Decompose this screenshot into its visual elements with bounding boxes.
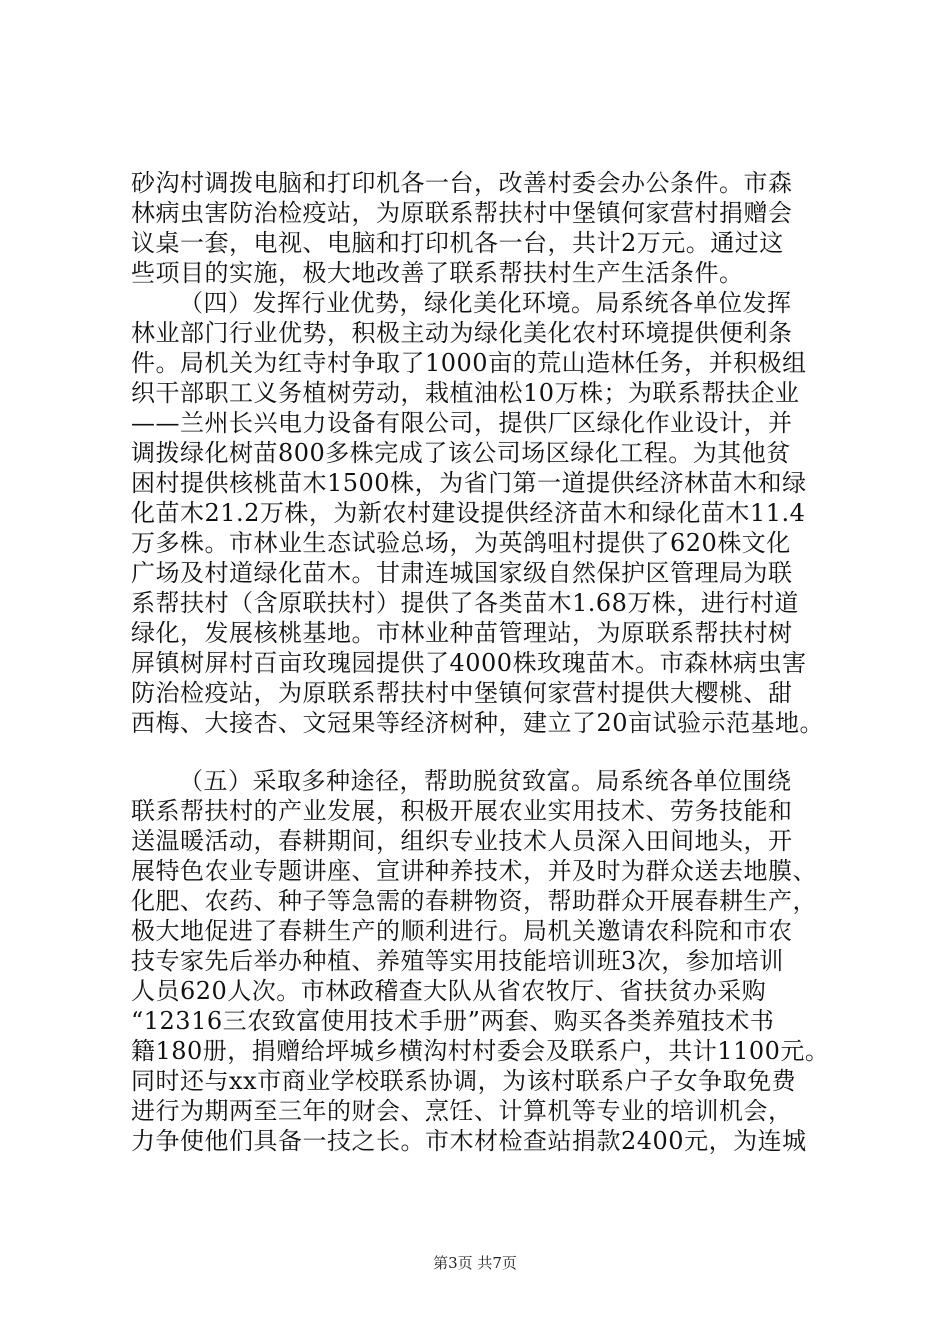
text-line: 屏镇树屏村百亩玫瑰园提供了4000株玫瑰苗木。市森林病虫害 [131,649,807,677]
text-line: 广场及村道绿化苗木。甘肃连城国家级自然保护区管理局为联 [131,559,793,587]
text-line: ——兰州长兴电力设备有限公司，提供厂区绿化作业设计，并 [131,409,793,437]
text-line: 籍180册，捐赠给坪城乡横沟村村委会及联系户，共计1100元。 [131,1037,830,1065]
text-line: 人员620人次。市林政稽查大队从省农牧厅、省扶贫办采购 [131,977,767,1005]
text-line: 送温暖活动，春耕期间，组织专业技术人员深入田间地头，开 [131,827,793,855]
text-line: 极大地促进了春耕生产的顺利进行。局机关邀请农科院和市农 [131,917,793,945]
text-line: 化肥、农药、种子等急需的春耕物资，帮助群众开展春耕生产， [131,887,817,915]
text-line: 织干部职工义务植树劳动，栽植油松10万株；为联系帮扶企业 [131,379,800,407]
text-line: 绿化，发展核桃基地。市林业种苗管理站，为原联系帮扶村树 [131,619,793,647]
text-line: 议桌一套，电视、电脑和打印机各一台，共计2万元。通过这 [131,229,784,257]
text-line: 困村提供核桃苗木1500株，为省门第一道提供经济林苗木和绿 [131,469,807,497]
text-line: “12316三农致富使用技术手册”两套、购买各类养殖技术书 [131,1007,775,1035]
text-line: 万多株。市林业生态试验总场，为英鸽咀村提供了620株文化 [131,529,791,557]
text-line: 展特色农业专题讲座、宣讲种养技术，并及时为群众送去地膜、 [131,857,817,885]
document-body [131,168,831,1156]
page-number-footer: 第3页 共7页 [433,1254,517,1272]
text-line: 些项目的实施，极大地改善了联系帮扶村生产生活条件。 [131,259,744,287]
text-line: 调拨绿化树苗800多株完成了该公司场区绿化工程。为其他贫 [131,439,791,467]
text-line: 同时还与xx市商业学校联系协调，为该村联系户子女争取免费 [131,1067,797,1095]
text-line: 力争使他们具备一技之长。市木材检查站捐款2400元，为连城 [131,1127,807,1155]
text-line: （五）采取多种途径，帮助脱贫致富。局系统各单位围绕 [179,767,792,795]
text-line: 件。局机关为红寺村争取了1000亩的荒山造林任务，并积极组 [131,349,807,377]
text-line: 系帮扶村（含原联扶村）提供了各类苗木1.68万株，进行村道 [131,589,799,617]
text-line: 砂沟村调拨电脑和打印机各一台，改善村委会办公条件。市森 [131,169,793,197]
paragraph-1 [131,168,831,288]
paragraph-spacer [131,738,831,766]
paragraph-2 [131,288,831,738]
text-line: 进行为期两至三年的财会、烹饪、计算机等专业的培训机会， [131,1097,793,1125]
text-line: （四）发挥行业优势，绿化美化环境。局系统各单位发挥 [179,289,792,317]
text-line: 联系帮扶村的产业发展，积极开展农业实用技术、劳务技能和 [131,797,793,825]
text-line: 防治检疫站，为原联系帮扶村中堡镇何家营村提供大樱桃、甜 [131,679,793,707]
text-line: 化苗木21.2万株，为新农村建设提供经济苗木和绿化苗木11.4 [131,499,806,527]
text-line: 林业部门行业优势，积极主动为绿化美化农村环境提供便利条 [131,319,793,347]
text-line: 技专家先后举办种植、养殖等实用技能培训班3次，参加培训 [131,947,784,975]
paragraph-3 [131,766,831,1156]
text-line: 西梅、大接杏、文冠果等经济树种，建立了20亩试验示范基地。 [131,709,825,737]
text-line: 林病虫害防治检疫站，为原联系帮扶村中堡镇何家营村捐赠会 [131,199,793,227]
